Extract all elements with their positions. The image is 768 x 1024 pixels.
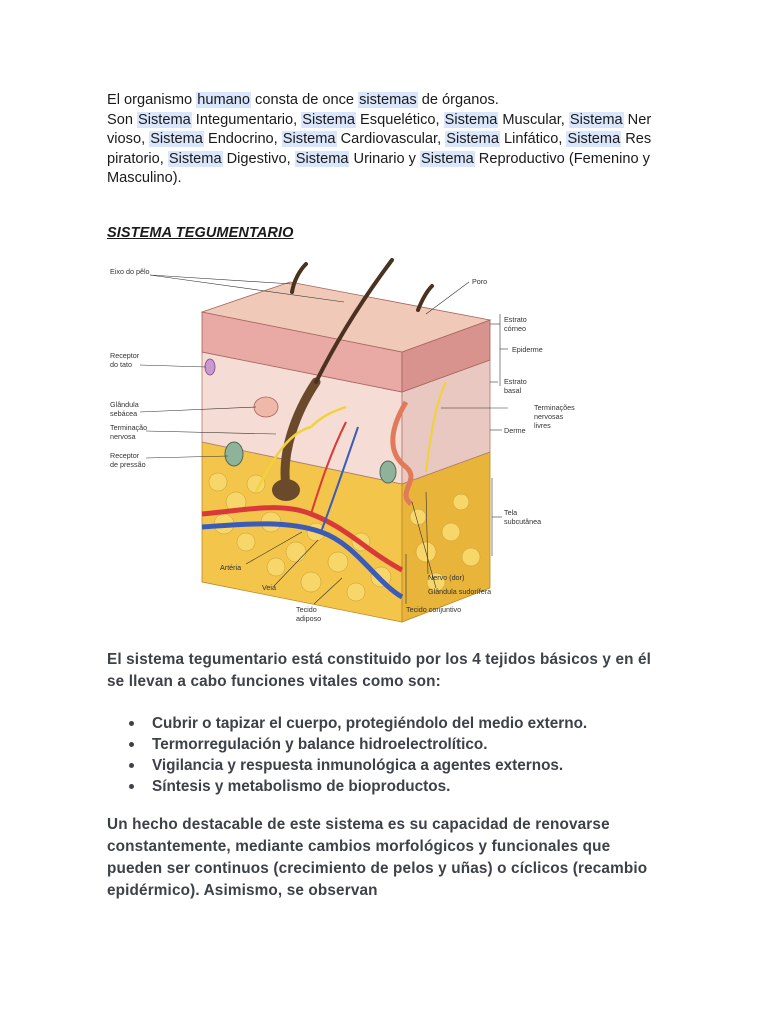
list-item [107,734,667,755]
highlighted-term: Sistema [138,111,191,128]
text-run: Reproductivo (Femenino y Masculino). [107,150,650,186]
list-item [107,776,667,797]
label-tecido-adiposo: Tecido [296,605,317,614]
label-tecido-conjuntivo: Tecido conjuntivo [406,605,462,614]
text-run: Muscular, [498,111,569,128]
skin-diagram-figure [106,252,666,634]
list-item-text: Vigilancia y respuesta inmunológica a agentes externos. [152,757,564,774]
label-terminacao-nervosa-2: nervosa [110,432,136,441]
skin-cross-section-illustration [106,252,666,634]
hair-bulb [272,479,300,501]
label-estrato-corneo-2: córneo [504,324,526,333]
label-receptor-pressao-2: de pressão [110,460,146,469]
bullet-icon [129,721,134,726]
intro-line-2 [107,111,667,189]
text-run: Digestivo, [222,150,295,167]
label-receptor-pressao: Receptor [110,451,140,460]
list-item [107,755,667,776]
label-veia: Veia [262,583,276,592]
paragraph-functions-intro: El sistema tegumentario está constituido por los 4 tejidos básicos y en él se llevan a cabo funciones vitales como son: [107,651,652,690]
highlighted-term: Sistema [444,111,498,128]
text-run: Res piratorio, [107,131,652,167]
label-glandula-sebacea-2: sebácea [110,409,138,418]
section-title: SISTEMA TEGUMENTARIO [107,225,294,241]
text-run: Ner vioso, [107,111,652,147]
pressure-receptor [225,442,243,466]
highlighted-term: Sistema [446,131,499,147]
label-terminacoes-livres-2: nervosas [534,412,564,421]
text-run: Integumentario, [191,111,302,128]
intro-text [107,91,667,189]
list-item-text: Síntesis y metabolismo de bioproductos. [152,778,451,795]
highlighted-term: Sistema [295,150,349,167]
sebaceous-gland [254,397,278,417]
label-receptor-tato: Receptor [110,351,140,360]
label-terminacoes-livres: Terminações [534,403,575,412]
pressure-receptor-2 [380,461,396,483]
label-receptor-tato-2: do tato [110,360,132,369]
label-terminacoes-livres-3: livres [534,421,551,430]
highlighted-term: Sistema [302,111,355,128]
bullet-icon [129,763,134,768]
label-tela-subcutanea: Tela [504,508,518,517]
text-run: Endocrino, [203,131,282,147]
text-run: de órganos. [417,92,499,108]
label-glandula-sudorifera: Glândula sudorífera [428,587,492,596]
label-glandula-sebacea: Glândula [110,400,139,409]
list-item-text: Cubrir o tapizar el cuerpo, protegiéndolo del medio externo. [152,715,588,732]
list-item [107,713,667,734]
label-eixo-pelo: Eixo do pêlo [110,267,150,276]
highlighted-term: Sistema [168,150,222,167]
list-item-text: Termorregulación y balance hidroelectrolítico. [152,736,488,753]
text-run: Esquelético, [356,111,444,128]
label-estrato-basal: Estrato [504,377,527,386]
label-arteria: Artéria [220,563,242,572]
highlighted-term: Sistema [421,150,474,167]
highlighted-term: Sistema [150,131,203,147]
text-run: Urinario y [349,150,421,167]
highlighted-term: sistemas [359,92,417,108]
bullet-icon [129,784,134,789]
label-estrato-corneo: Estrato [504,315,527,324]
paragraph-renewal: Un hecho destacable de este sistema es su capacidad de renovarse constantemente, mediante cambios morfológicos y funcionales que pueden ser continuos (crecimiento de pelos y uñas) o cíclicos (recambio epidérmico). Asimismo, se observan [107,816,648,899]
text-run: Cardiovascular, [336,131,446,147]
bullet-icon [129,742,134,747]
label-nervo: Nervo (dor) [428,573,465,582]
highlighted-term: Sistema [567,131,621,147]
label-terminacao-nervosa: Terminação [110,423,148,432]
label-derme: Derme [504,426,526,435]
functions-list [107,713,667,797]
intro-line-1 [107,91,667,111]
label-epiderme: Epiderme [512,345,543,354]
text-run: El organismo [107,92,197,108]
text-run: Son [107,111,138,128]
highlighted-term: humano [197,92,250,108]
highlighted-term: Sistema [282,131,336,147]
text-run: consta de once [250,92,359,108]
touch-receptor [205,359,215,375]
label-tecido-adiposo-2: adiposo [296,614,322,623]
label-estrato-basal-2: basal [504,386,522,395]
hair-shaft-3 [418,286,432,310]
text-run: Linfático, [499,131,567,147]
label-poro: Poro [472,277,488,286]
highlighted-term: Sistema [569,111,623,128]
label-tela-subcutanea-2: subcutânea [504,517,542,526]
